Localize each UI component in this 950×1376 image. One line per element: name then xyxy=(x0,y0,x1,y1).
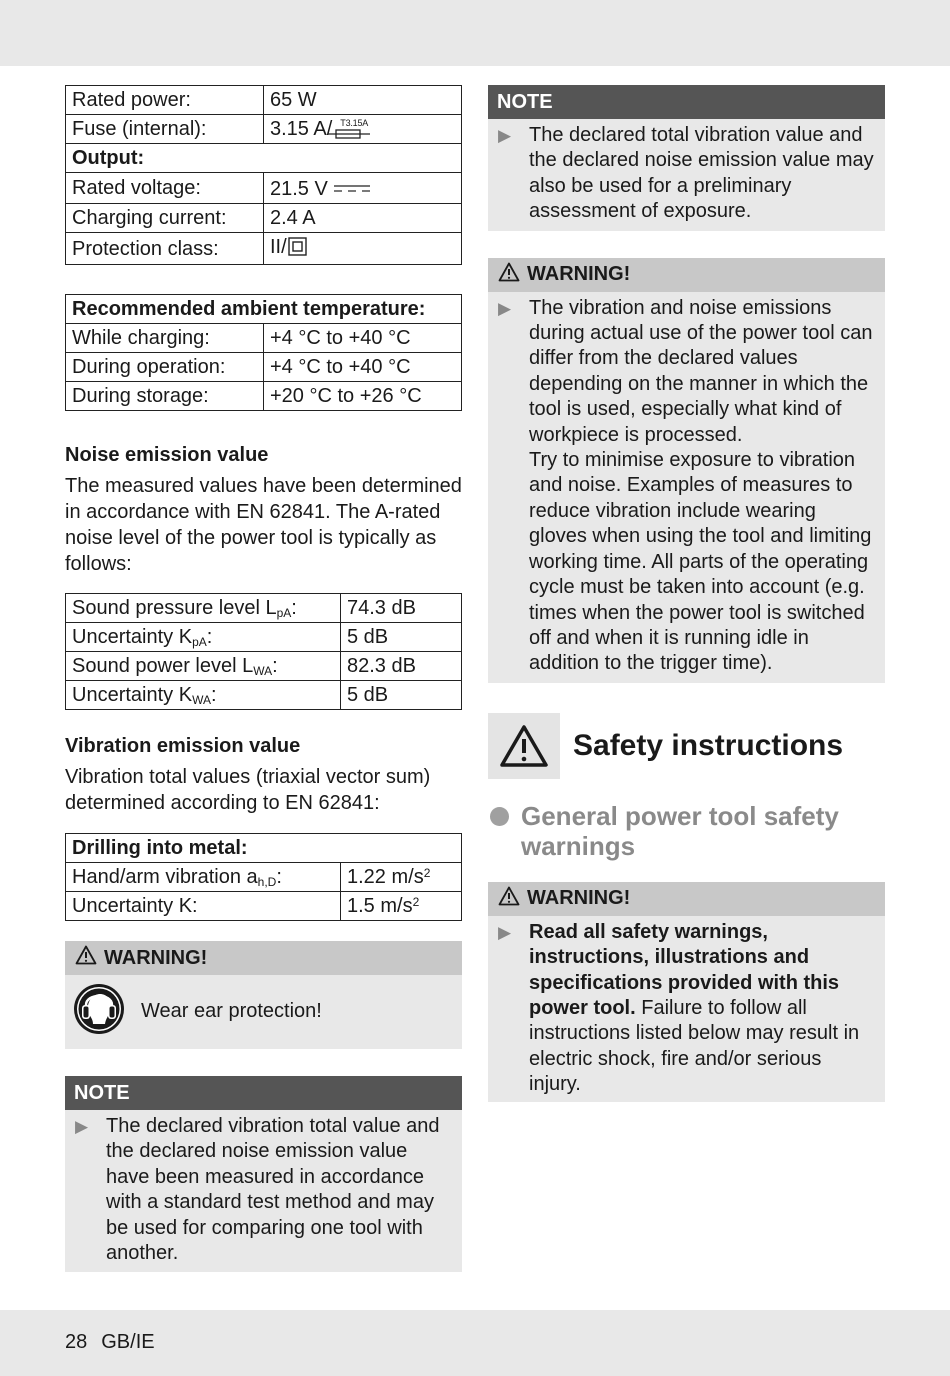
warning-paragraph-1: The vibration and noise emissions during actual use of the power tool can differ from the declared values depending on the manner in which the tool is used, especially what kind of workpiece is processed. xyxy=(529,296,873,446)
vibration-label-suffix: : xyxy=(276,866,282,888)
warning-header xyxy=(65,941,462,975)
note-title: NOTE xyxy=(65,1076,462,1110)
noise-label-text: Sound power level L xyxy=(72,655,254,677)
locale-label: GB/IE xyxy=(101,1331,155,1353)
table-row xyxy=(66,382,462,411)
noise-label xyxy=(66,681,341,710)
bullet-arrow-icon: ▶ xyxy=(498,922,512,942)
temperature-value: +4 °C to +40 °C xyxy=(264,324,462,353)
table-row xyxy=(66,863,462,892)
noise-label-text: Uncertainty K xyxy=(72,626,193,648)
spec-value: 21.5 V xyxy=(270,178,328,200)
bullet-dot-icon xyxy=(490,807,509,826)
fuse-symbol-label: T3.15A xyxy=(340,118,369,128)
vibration-table xyxy=(65,833,462,921)
temperature-table xyxy=(65,294,462,411)
noise-label-suffix: : xyxy=(210,684,217,706)
vibration-text: Vibration total values (triaxial vector sum) determined according to EN 62841: xyxy=(65,766,431,814)
page-number: 28 xyxy=(65,1331,88,1353)
top-band xyxy=(0,0,950,66)
spec-table xyxy=(65,85,462,265)
table-row xyxy=(66,834,462,863)
spec-value-cell xyxy=(264,173,462,204)
noise-label xyxy=(66,623,341,652)
warning-triangle-icon xyxy=(498,886,520,912)
noise-text: The measured values have been determined in accordance with EN 62841. The A-rated noise level of the power tool is typically as follows: xyxy=(65,475,462,575)
noise-value: 5 dB xyxy=(341,681,462,710)
warning-box-ear xyxy=(65,941,462,1049)
temperature-value: +4 °C to +40 °C xyxy=(264,353,462,382)
ear-protection-icon xyxy=(73,983,125,1040)
noise-label-text: Sound pressure level L xyxy=(72,597,277,619)
vibration-label-text: Uncertainty K: xyxy=(72,895,198,917)
spec-label: Rated voltage: xyxy=(66,173,264,204)
warning-title: WARNING! xyxy=(527,887,631,910)
fuse-symbol-icon xyxy=(332,119,376,139)
vibration-value-text: 1.22 m/s xyxy=(347,866,424,888)
spec-label: Rated power: xyxy=(66,86,264,115)
noise-heading: Noise emission value xyxy=(65,444,269,466)
table-row xyxy=(66,173,462,204)
noise-label xyxy=(66,652,341,681)
noise-label-suffix: : xyxy=(272,655,278,677)
noise-label-text: Uncertainty K xyxy=(72,684,193,706)
spec-value: II/ xyxy=(270,236,287,258)
vibration-label xyxy=(66,863,341,892)
warning-triangle-icon xyxy=(75,945,97,971)
vibration-value xyxy=(341,863,462,892)
table-row xyxy=(66,144,462,173)
noise-label-sub: WA xyxy=(192,693,211,707)
table-row xyxy=(66,353,462,382)
note-title: NOTE xyxy=(488,85,885,119)
table-row xyxy=(66,115,462,144)
vibration-value-sup: 2 xyxy=(412,895,420,909)
table-row xyxy=(66,892,462,921)
vibration-value-text: 1.5 m/s xyxy=(347,895,413,917)
vibration-label-sub: h,D xyxy=(257,875,277,889)
page-footer xyxy=(65,1331,169,1354)
table-row xyxy=(66,233,462,265)
note-body xyxy=(65,1110,462,1272)
warning-body xyxy=(488,292,885,683)
note-box-2 xyxy=(65,1076,462,1272)
bullet-arrow-icon: ▶ xyxy=(75,1117,89,1136)
temperature-label: During storage: xyxy=(66,382,264,411)
warning-header xyxy=(488,882,885,916)
table-row xyxy=(66,652,462,681)
spec-value-cell xyxy=(264,115,462,144)
spec-value: 3.15 A/ xyxy=(270,118,333,140)
warning-paragraph-2: Try to minimise exposure to vibration and noise. Examples of measures to reduce vibration include wearing gloves when using the tool and limiting working time. All parts of the operating cycle must be taken into account (e.g. times when the power tool is switched off and when it is running idle in addition to the trigger time). xyxy=(529,449,872,675)
warning-text xyxy=(529,920,875,1098)
vibration-heading: Vibration emission value xyxy=(65,735,301,757)
safety-instructions-header xyxy=(488,713,885,779)
spec-heading: Output: xyxy=(66,144,462,173)
table-row xyxy=(66,204,462,233)
safety-warning-icon xyxy=(488,713,560,779)
warning-triangle-icon xyxy=(498,262,520,288)
warning-body xyxy=(488,916,885,1102)
temperature-label: While charging: xyxy=(66,324,264,353)
note-body xyxy=(488,119,885,231)
right-column xyxy=(488,85,885,1102)
warning-regular-text: Failure to follow all instructions listed below may result in electric shock, fire and/or serious injury. xyxy=(529,996,860,1096)
warning-bold-text: Read all safety warnings, instructions, illustrations and specifications provided with this power tool. xyxy=(529,920,840,1019)
table-row xyxy=(66,681,462,710)
noise-label-sub: pA xyxy=(276,606,292,620)
table-row xyxy=(66,86,462,115)
ear-protection-row xyxy=(65,975,462,1049)
warning-title: WARNING! xyxy=(104,946,208,969)
vibration-label xyxy=(66,892,341,921)
vibration-value xyxy=(341,892,462,921)
vibration-table-heading: Drilling into metal: xyxy=(66,834,462,863)
noise-label xyxy=(66,594,341,623)
temperature-label: During operation: xyxy=(66,353,264,382)
noise-label-sub: pA xyxy=(192,635,207,649)
safety-instructions-title: Safety instructions xyxy=(573,728,844,762)
spec-label: Charging current: xyxy=(66,204,264,233)
noise-label-suffix: : xyxy=(206,626,213,648)
warning-title: WARNING! xyxy=(527,263,631,286)
table-row xyxy=(66,594,462,623)
table-row xyxy=(66,295,462,324)
left-column xyxy=(65,85,462,1272)
warning-box-2 xyxy=(488,882,885,1102)
temperature-heading: Recommended ambient temperature: xyxy=(66,295,462,324)
table-row xyxy=(66,324,462,353)
noise-table xyxy=(65,593,462,710)
noise-value: 5 dB xyxy=(341,623,462,652)
noise-value: 74.3 dB xyxy=(341,594,462,623)
bullet-arrow-icon: ▶ xyxy=(498,126,512,145)
warning-header xyxy=(488,258,885,292)
note-text: The declared vibration total value and the declared noise emission value have been measured in accordance with a standard test method and may be used for comparing one tool with another. xyxy=(106,1115,440,1265)
spec-label: Protection class: xyxy=(66,233,264,265)
vibration-value-sup: 2 xyxy=(423,866,431,880)
warning-text xyxy=(529,296,875,677)
warning-box-1 xyxy=(488,258,885,683)
ear-protection-text: Wear ear protection! xyxy=(141,1000,322,1022)
spec-value: 65 W xyxy=(264,86,462,115)
noise-label-sub: WA xyxy=(253,664,273,678)
note-text: The declared total vibration value and the declared noise emission value may also be used for a preliminary assessment of exposure. xyxy=(529,124,874,223)
bullet-arrow-icon: ▶ xyxy=(498,298,512,318)
table-row xyxy=(66,623,462,652)
note-box-1 xyxy=(488,85,885,231)
general-safety-heading-text: General power tool safety warnings xyxy=(521,800,839,861)
dc-symbol-icon xyxy=(334,175,370,200)
vibration-label-text: Hand/arm vibration a xyxy=(72,866,258,888)
noise-value: 82.3 dB xyxy=(341,652,462,681)
general-safety-heading xyxy=(488,801,885,861)
protection-class-icon xyxy=(288,237,307,263)
noise-label-suffix: : xyxy=(291,597,297,619)
spec-value-cell xyxy=(264,233,462,265)
spec-label: Fuse (internal): xyxy=(66,115,264,144)
temperature-value: +20 °C to +26 °C xyxy=(264,382,462,411)
spec-value: 2.4 A xyxy=(264,204,462,233)
